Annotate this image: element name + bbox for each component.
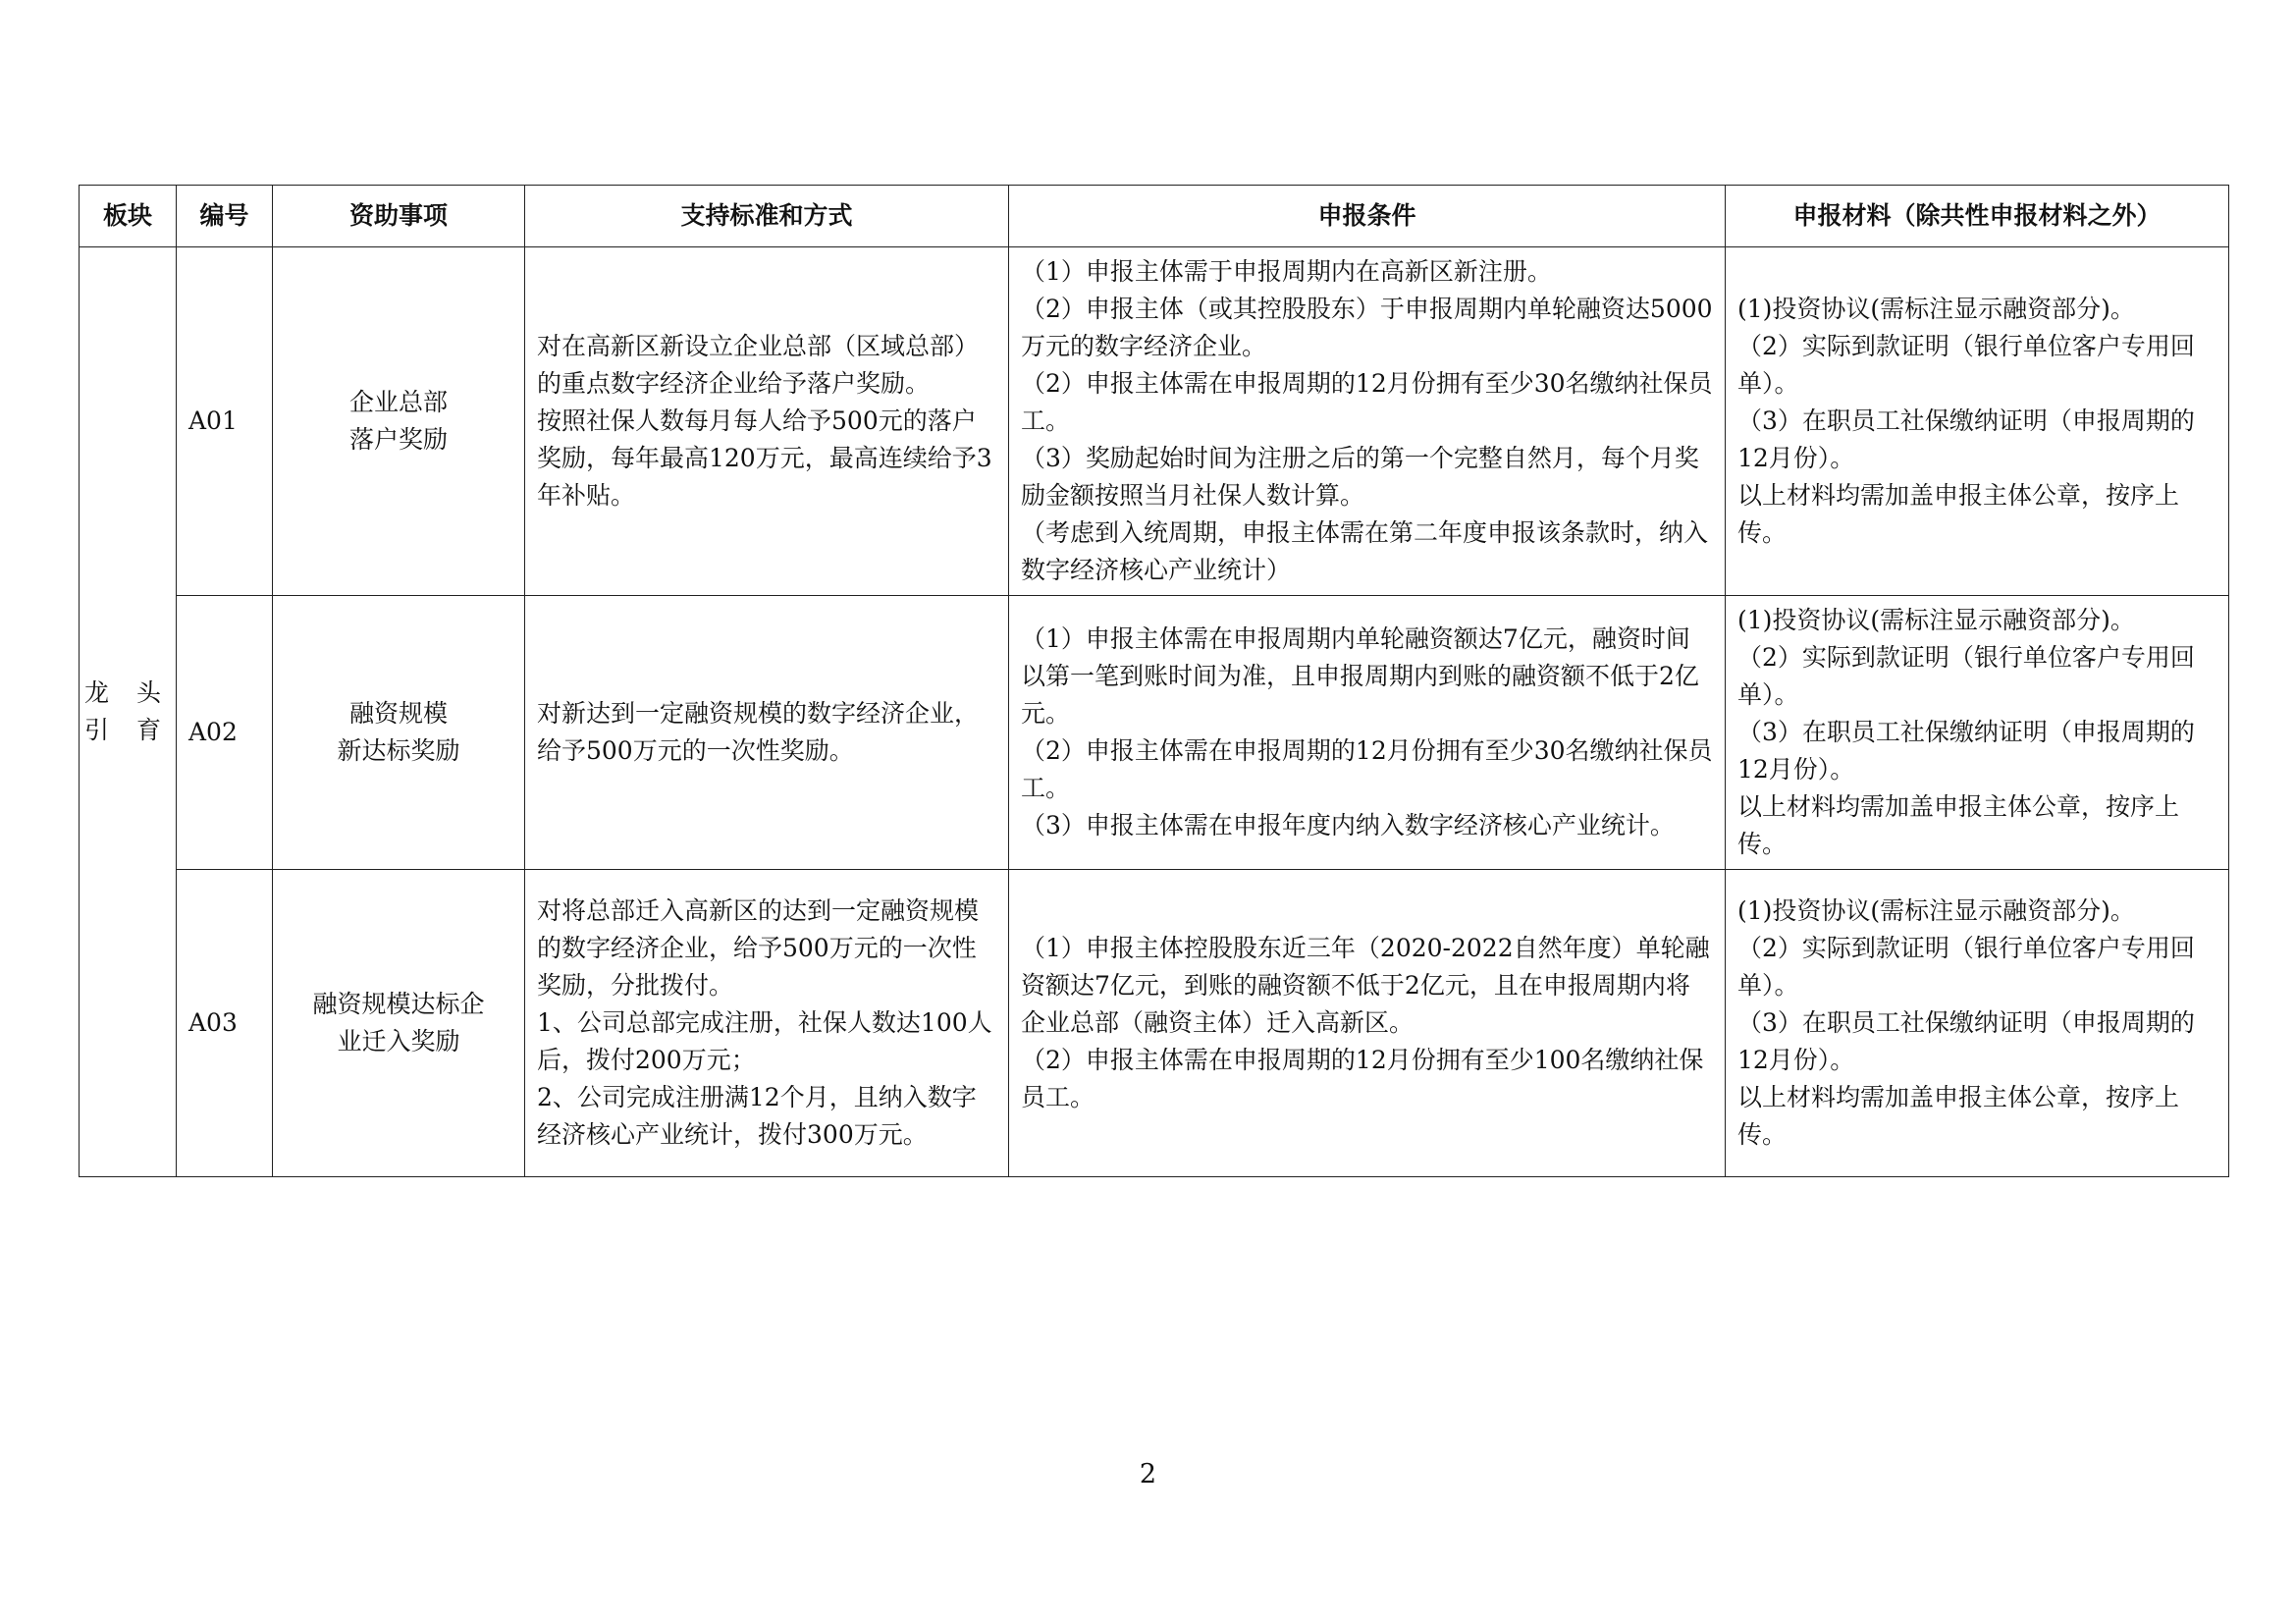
material-line: (1)投资协议(需标注显示融资部分)。: [1737, 295, 2135, 323]
item-line: 业迁入奖励: [337, 1027, 460, 1056]
table-header-row: [80, 186, 2229, 247]
policy-table: [79, 185, 2229, 1177]
materials-cell: [1726, 870, 2229, 1177]
standard-line: 按照社保人数每月每人给予500元的落户奖励，每年最高120万元，最高连续给予3年补贴。: [537, 406, 992, 510]
material-line: (1)投资协议(需标注显示融资部分)。: [1737, 606, 2135, 634]
conditions-cell: [1009, 247, 1726, 596]
conditions-cell: [1009, 870, 1726, 1177]
standard-line: 1、公司总部完成注册，社保人数达100人后，拨付200万元；: [537, 1008, 992, 1074]
condition-line: （1）申报主体需于申报周期内在高新区新注册。: [1021, 257, 1552, 286]
item-line: 落户奖励: [348, 425, 448, 454]
standard-cell: [525, 870, 1009, 1177]
header-code: 编号: [177, 186, 273, 247]
materials-cell: [1726, 247, 2229, 596]
standard-line: 2、公司完成注册满12个月，且纳入数字经济核心产业统计，拨付300万元。: [537, 1083, 977, 1149]
item-cell: [273, 870, 525, 1177]
module-line: 龙 头: [84, 678, 171, 707]
condition-line: （3）申报主体需在申报年度内纳入数字经济核心产业统计。: [1021, 811, 1675, 839]
material-line: 以上材料均需加盖申报主体公章，按序上传。: [1737, 792, 2180, 858]
material-line: （3）在职员工社保缴纳证明（申报周期的12月份）。: [1737, 718, 2195, 784]
code-cell: A01: [177, 247, 273, 596]
standard-cell: [525, 596, 1009, 870]
condition-line: （2）申报主体需在申报周期的12月份拥有至少30名缴纳社保员工。: [1021, 369, 1713, 435]
standard-line: 对在高新区新设立企业总部（区域总部）的重点数字经济企业给予落户奖励。: [537, 332, 980, 398]
item-cell: [273, 596, 525, 870]
material-line: 以上材料均需加盖申报主体公章，按序上传。: [1737, 481, 2180, 547]
material-line: （3）在职员工社保缴纳证明（申报周期的12月份）。: [1737, 1008, 2195, 1074]
header-item: 资助事项: [273, 186, 525, 247]
header-materials: 申报材料（除共性申报材料之外）: [1726, 186, 2229, 247]
material-line: 以上材料均需加盖申报主体公章，按序上传。: [1737, 1083, 2180, 1149]
code-cell: A03: [177, 870, 273, 1177]
table-row: [80, 596, 2229, 870]
standard-line: 对将总部迁入高新区的达到一定融资规模的数字经济企业，给予500万元的一次性奖励，分批拨付。: [537, 896, 980, 1000]
condition-line: （2）申报主体需在申报周期的12月份拥有至少30名缴纳社保员工。: [1021, 736, 1713, 802]
item-line: 融资规模: [348, 699, 448, 728]
header-conditions: 申报条件: [1009, 186, 1726, 247]
header-module: 板块: [80, 186, 177, 247]
conditions-cell: [1009, 596, 1726, 870]
condition-line: （3）奖励起始时间为注册之后的第一个完整自然月，每个月奖励金额按照当月社保人数计算。: [1021, 444, 1699, 510]
item-line: 企业总部: [348, 388, 448, 416]
module-cell: [80, 247, 177, 1177]
standard-cell: [525, 247, 1009, 596]
materials-cell: [1726, 596, 2229, 870]
code-cell: A02: [177, 596, 273, 870]
table-row: [80, 870, 2229, 1177]
material-line: （3）在职员工社保缴纳证明（申报周期的12月份）。: [1737, 406, 2195, 472]
condition-line: （考虑到入统周期，申报主体需在第二年度申报该条款时，纳入数字经济核心产业统计）: [1021, 518, 1709, 584]
material-line: （2）实际到款证明（银行单位客户专用回单）。: [1737, 643, 2195, 709]
page-number: 2: [1139, 1459, 1157, 1489]
material-line: （2）实际到款证明（银行单位客户专用回单）。: [1737, 332, 2195, 398]
policy-table-container: [79, 185, 2228, 1177]
material-line: (1)投资协议(需标注显示融资部分)。: [1737, 896, 2135, 925]
condition-line: （1）申报主体控股股东近三年（2020-2022自然年度）单轮融资额达7亿元，到账的融资额不低于2亿元，且在申报周期内将企业总部（融资主体）迁入高新区。: [1021, 934, 1710, 1037]
item-line: 融资规模达标企: [312, 990, 485, 1018]
header-standard: 支持标准和方式: [525, 186, 1009, 247]
condition-line: （2）申报主体（或其控股股东）于申报周期内单轮融资达5000万元的数字经济企业。: [1021, 295, 1713, 360]
item-cell: [273, 247, 525, 596]
module-line: 引 育: [84, 716, 171, 744]
item-line: 新达标奖励: [337, 736, 460, 765]
condition-line: （2）申报主体需在申报周期的12月份拥有至少100名缴纳社保员工。: [1021, 1046, 1704, 1111]
condition-line: （1）申报主体需在申报周期内单轮融资额达7亿元，融资时间以第一笔到账时间为准，且申报周期内到账的融资额不低于2亿元。: [1021, 624, 1699, 728]
material-line: （2）实际到款证明（银行单位客户专用回单）。: [1737, 934, 2195, 1000]
table-row: [80, 247, 2229, 596]
standard-line: 对新达到一定融资规模的数字经济企业，给予500万元的一次性奖励。: [537, 699, 980, 765]
